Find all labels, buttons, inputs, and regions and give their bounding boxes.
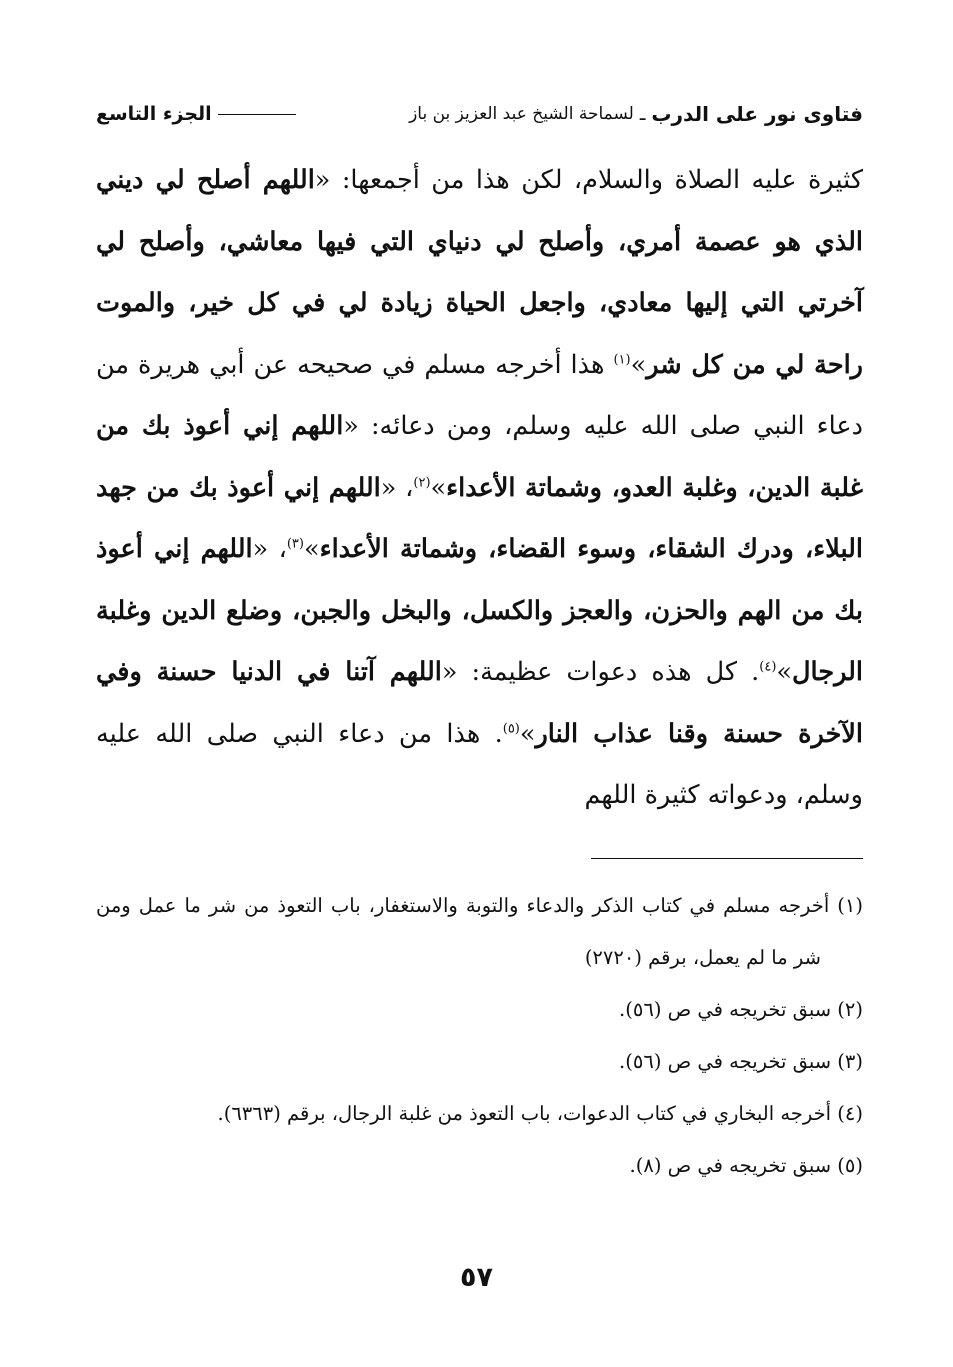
book-title: فتاوى نور على الدرب [651,102,863,126]
text-segment: ، « [252,534,287,564]
footnote-item: (٤) أخرجه البخاري في كتاب الدعوات، باب التعوذ من غلبة الرجال، برقم (٦٣٦٣). [217,1102,863,1125]
text-segment: ، « [380,472,414,503]
header-part-group [96,103,302,125]
footnote-ref: (١) [613,352,631,367]
footnote-item: (٢) سبق تخريجه في ص (٥٦). [619,998,863,1021]
header-title-group [409,102,863,126]
text-segment: » [303,534,320,564]
footnote-item: (١) أخرجه مسلم في كتاب الذكر والدعاء والتوبة والاستغفار، باب التعوذ من شر ما عمل ومن شر ما لم يعمل، برقم (٢٧٢٠) [96,894,863,969]
quoted-prayer: اللهم إني أعوذ بك من جهد البلاء، ودرك الشقاء، وسوء القضاء، وشماتة الأعداء [96,472,864,564]
main-text [96,150,863,827]
header-dash: ـ [639,103,646,125]
footnote-ref: (٤) [759,659,777,675]
quoted-prayer: اللهم إني أعوذ بك من غلبة الدين، وغلبة العدو، وشماتة الأعداء [96,411,863,503]
footnote-separator [591,858,863,859]
footnote-ref: (٣) [286,536,304,552]
text-segment: . هذا من دعاء النبي صلى الله عليه وسلم، ودعواته كثيرة اللهم [96,718,863,810]
footnote-ref: (٥) [502,721,520,736]
text-segment: » [430,472,447,503]
running-header [96,96,863,132]
quoted-prayer: اللهم إني أعوذ بك من الهم والحزن، والعجز والكسل، والبخل والجبن، وضلع الدين وغلبة الرجال [96,534,863,687]
footnotes [96,880,863,1192]
quoted-prayer: اللهم آتنا في الدنيا حسنة وفي الآخرة حسنة وقنا عذاب النار [96,657,863,749]
footnote-ref: (٢) [413,475,431,490]
part-label: الجزء التاسع [96,103,212,125]
text-segment: هذا أخرجه مسلم في صحيحه عن أبي هريرة من دعاء النبي صلى الله عليه وسلم، ومن دعائه: « [96,349,863,441]
page-number: ٥٧ [460,1262,493,1293]
text-segment: . كل هذه دعوات عظيمة: « [441,657,760,687]
text-segment: » [519,718,536,749]
text-segment: كثيرة عليه الصلاة والسلام، لكن هذا من أجمعها: « [314,165,863,195]
quoted-prayer: اللهم أصلح لي ديني الذي هو عصمة أمري، وأصلح لي دنياي التي فيها معاشي، وأصلح لي آخرتي التي إليها معادي، واجعل الحياة زيادة لي في كل خير، والموت راحة لي من كل شر [96,165,863,380]
footnote-item: (٥) سبق تخريجه في ص (٨). [629,1154,863,1177]
text-segment: » [630,349,647,380]
text-segment: » [776,657,793,687]
header-rule [218,114,296,115]
footnote-item: (٣) سبق تخريجه في ص (٥٦). [619,1050,863,1073]
author-name: لسماحة الشيخ عبد العزيز بن باز [409,104,634,124]
